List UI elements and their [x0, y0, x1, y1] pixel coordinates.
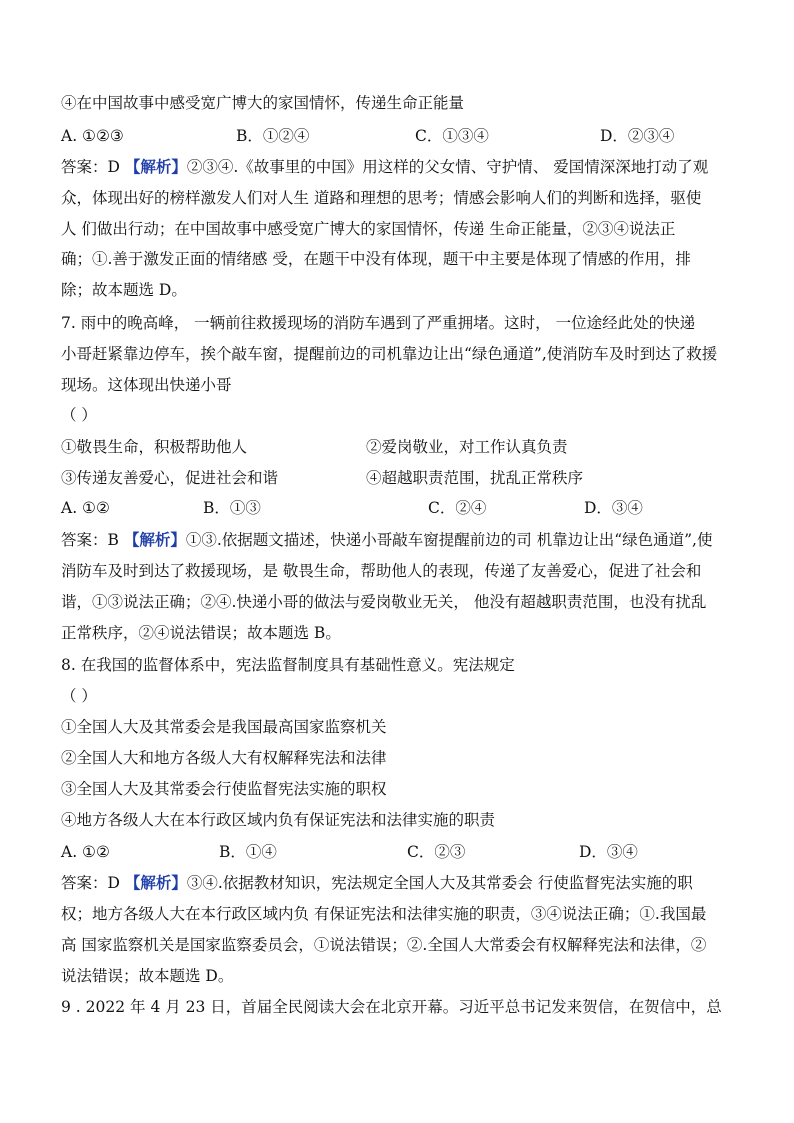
q8-option-d: D．③④ [579, 843, 638, 861]
answer-text: ①③.依据题文描述，快递小哥敲车窗提醒前边的司 机靠边让出“绿色通道”,使 [185, 531, 713, 549]
q7-option-d: D．③④ [584, 499, 643, 517]
q7-answer-line-3: 谐，①③说法正确；②④.快递小哥的做法与爱岗敬业无关， 他没有超越职责范围，也没有扰乱 [61, 593, 707, 611]
q7-option-b: B．①③ [203, 499, 261, 517]
q8-option-b: B．①④ [219, 843, 277, 861]
q8-answer-line-2: 权；地方各级人大在本行政区域内负 有保证宪法和法律实施的职责，③④说法正确；①.我国最 [61, 905, 707, 923]
q8-answer-line-3: 高 国家监察机关是国家监察委员会，①说法错误；②.全国人大常委会有权解释宪法和法律，② [61, 936, 707, 954]
q8-item-3: ③全国人大及其常委会行使监督宪法实施的职权 [61, 780, 387, 798]
q6-option-b: B．①②④ [236, 127, 310, 145]
analysis-tag: 【解析】 [123, 530, 186, 549]
q7-option-a: A. ①② [61, 499, 110, 517]
q7-stem-line-2: 小哥赶紧靠边停车，挨个敲车窗，提醒前边的司机靠边让出“绿色通道”,使消防车及时到达了救援 [61, 345, 718, 363]
q8-option-c: C．②③ [407, 843, 466, 861]
q7-answer-line-1 [61, 530, 712, 552]
q7-item-4: ④超越职责范围，扰乱正常秩序 [366, 469, 584, 487]
q6-option-c: C．①③④ [415, 127, 489, 145]
q7-item-3: ③传递友善爱心，促进社会和谐 [61, 469, 279, 487]
q6-answer-line-3: 人 们做出行动；在中国故事中感受宽广博大的家国情怀，传递 生命正能量，②③④说法正 [61, 220, 676, 238]
q6-answer-line-1 [61, 157, 708, 179]
answer-label: 答案：D [61, 158, 125, 176]
q7-answer-line-2: 消防车及时到达了救援现场，是 敬畏生命，帮助他人的表现，传递了友善爱心，促进了社会和 [61, 562, 702, 580]
q6-option-d: D．②③④ [600, 127, 675, 145]
q8-item-2: ②全国人大和地方各级人大有权解释宪法和法律 [61, 749, 387, 767]
q7-item-2: ②爱岗敬业，对工作认真负责 [366, 438, 568, 456]
q8-answer-line-1 [61, 873, 693, 895]
answer-text: ③④.依据教材知识，宪法规定全国人大及其常委会 行使监督宪法实施的职 [186, 874, 693, 892]
q8-option-a: A. ①② [61, 843, 110, 861]
answer-text: ②③④.《故事里的中国》用这样的父女情、守护情、 爱国情深深地打动了观 [186, 158, 709, 176]
q8-item-1: ①全国人大及其常委会是我国最高国家监察机关 [61, 718, 387, 736]
q7-item-1: ①敬畏生命，积极帮助他人 [61, 438, 248, 456]
q8-answer-paren: （ ） [61, 687, 97, 705]
analysis-tag: 【解析】 [124, 873, 187, 892]
q8-item-4: ④地方各级人大在本行政区域内负有保证宪法和法律实施的职责 [61, 811, 496, 829]
q8-answer-line-4: 说法错误；故本题选 D。 [61, 967, 234, 985]
q6-answer-line-5: 除；故本题选 D。 [61, 281, 187, 299]
q6-answer-line-2: 众，体现出好的榜样激发人们对人生 道路和理想的思考；情感会影响人们的判断和选择，驱使 [61, 189, 702, 207]
q6-option-a: A. ①②③ [61, 127, 124, 145]
answer-label: 答案：B [61, 531, 124, 549]
q6-item-4: ④在中国故事中感受宽广博大的家国情怀，传递生命正能量 [61, 94, 465, 112]
q7-answer-line-4: 正常秩序，②④说法错误；故本题选 B。 [61, 624, 341, 642]
q7-answer-paren: （ ） [61, 406, 97, 424]
q9-stem-line-1: 9 . 2022 年 4 月 23 日，首届全民阅读大会在北京开幕。习近平总书记发来贺信，在贺信中，总 [61, 998, 722, 1016]
answer-label: 答案：D [61, 874, 125, 892]
q7-option-c: C．②④ [428, 499, 487, 517]
q6-answer-line-4: 确；①.善于激发正面的情绪感 受，在题干中没有体现，题干中主要是体现了情感的作用，排 [61, 250, 691, 268]
q8-stem-line-1: 8. 在我国的监督体系中，宪法监督制度具有基础性意义。宪法规定 [61, 656, 515, 674]
analysis-tag: 【解析】 [124, 157, 187, 176]
q7-stem-line-1: 7. 雨中的晚高峰， 一辆前往救援现场的消防车遇到了严重拥堵。这时， 一位途经此处的快递 [61, 314, 696, 332]
q7-stem-line-3: 现场。这体现出快递小哥 [61, 376, 232, 394]
